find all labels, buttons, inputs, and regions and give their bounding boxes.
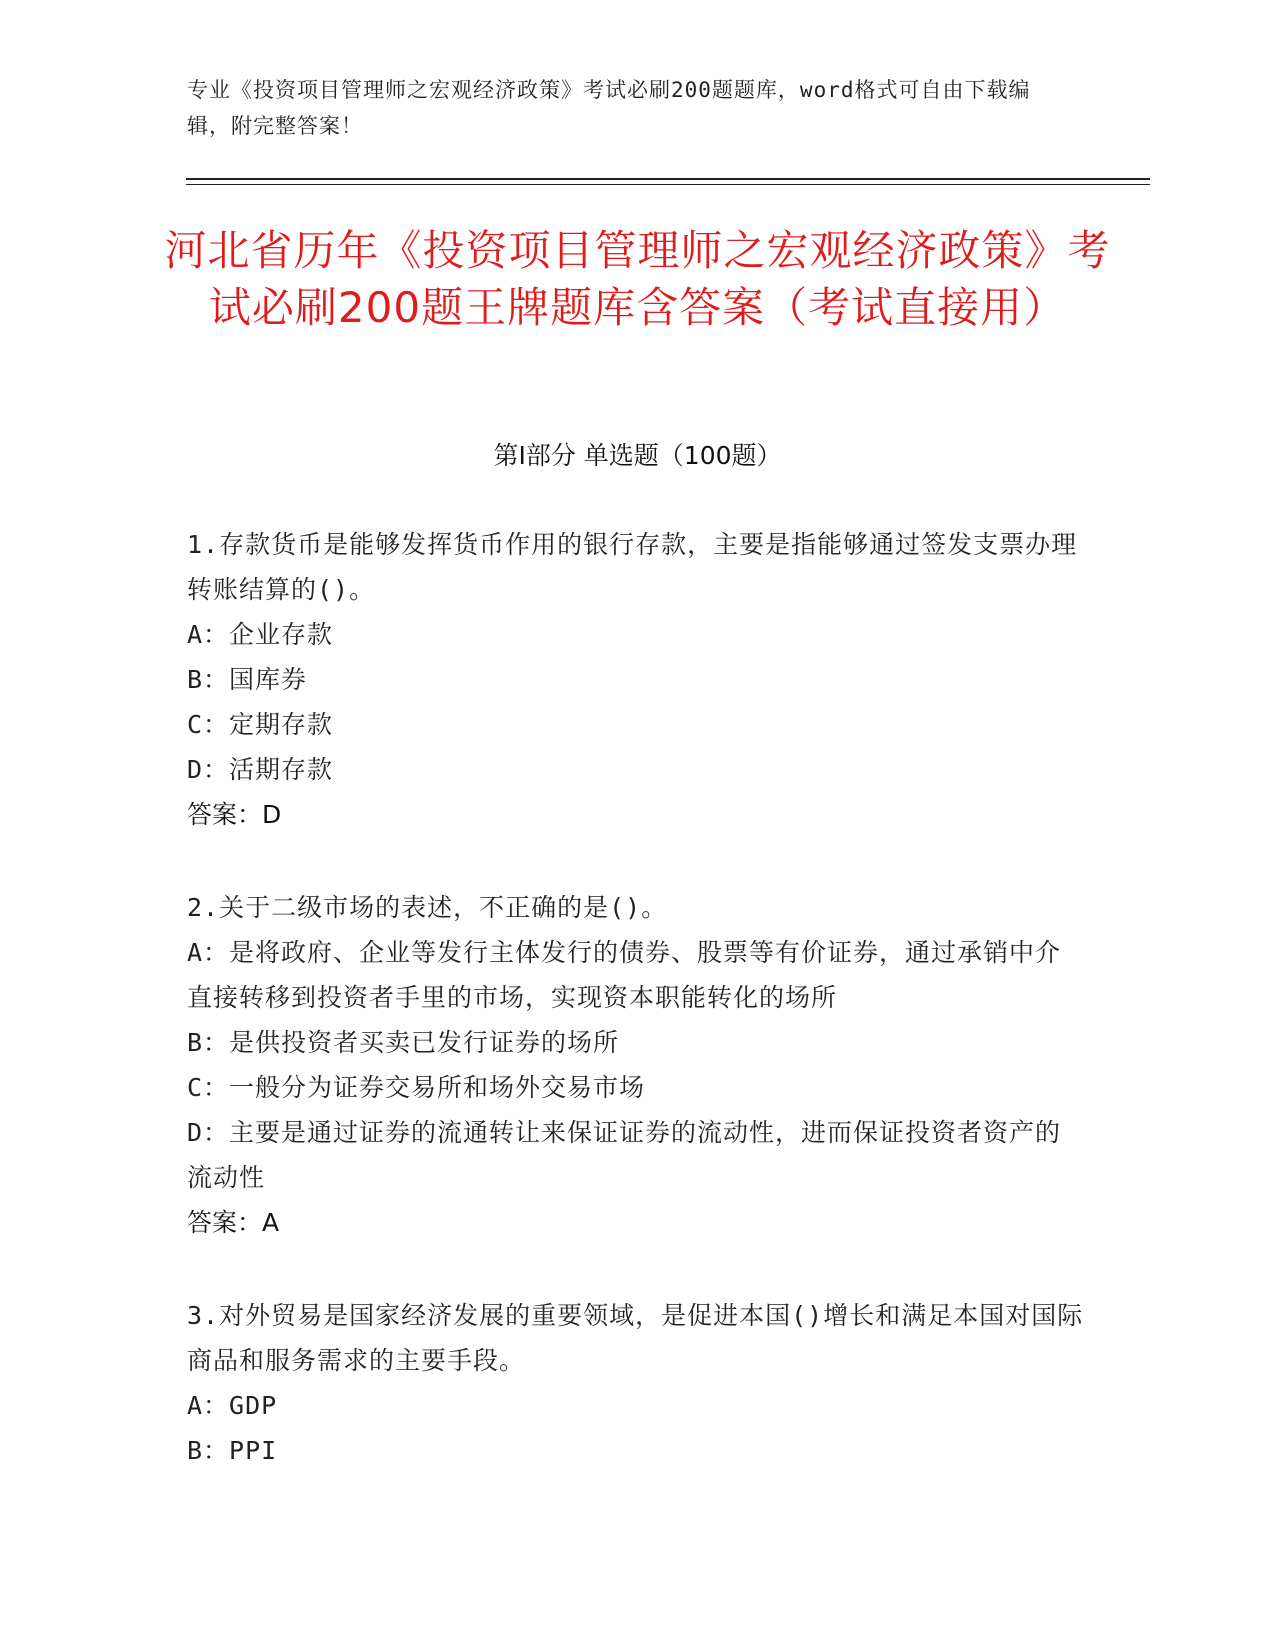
option-b: B：PPI bbox=[187, 1436, 278, 1465]
question-3 bbox=[187, 1293, 1087, 1473]
option-d: D：活期存款 bbox=[187, 755, 334, 784]
option-a: A：是将政府、企业等发行主体发行的债券、股票等有价证券，通过承销中介直接转移到投资者手里的市场，实现资本职能转化的场所 bbox=[187, 938, 1062, 1012]
question-stem: 1.存款货币是能够发挥货币作用的银行存款，主要是指能够通过签发支票办理转账结算的()。 bbox=[187, 530, 1078, 604]
question-2 bbox=[187, 885, 1087, 1245]
option-a: A：GDP bbox=[187, 1391, 278, 1420]
option-b: B：国库券 bbox=[187, 665, 308, 694]
option-c: C：定期存款 bbox=[187, 710, 334, 739]
header-divider-thin bbox=[186, 184, 1150, 185]
answer: 答案：A bbox=[187, 1208, 280, 1237]
section-title: 第Ⅰ部分 单选题（100题） bbox=[493, 441, 782, 470]
option-a: A：企业存款 bbox=[187, 620, 334, 649]
option-b: B：是供投资者买卖已发行证券的场所 bbox=[187, 1028, 620, 1057]
header-divider-thick bbox=[186, 178, 1150, 180]
header-note: 专业《投资项目管理师之宏观经济政策》考试必刷200题题库，word格式可自由下载编辑，附完整答案！ bbox=[187, 78, 1031, 138]
question-stem: 3.对外贸易是国家经济发展的重要领域，是促进本国()增长和满足本国对国际商品和服务需求的主要手段。 bbox=[187, 1301, 1084, 1375]
answer: 答案：D bbox=[187, 800, 282, 829]
option-d: D：主要是通过证券的流通转让来保证证券的流动性，进而保证投资者资产的流动性 bbox=[187, 1118, 1062, 1192]
option-c: C：一般分为证券交易所和场外交易市场 bbox=[187, 1073, 646, 1102]
question-1 bbox=[187, 522, 1087, 837]
document-title: 河北省历年《投资项目管理师之宏观经济政策》考试必刷200题王牌题库含答案（考试直接用） bbox=[164, 226, 1111, 332]
question-stem: 2.关于二级市场的表述，不正确的是()。 bbox=[187, 893, 668, 922]
